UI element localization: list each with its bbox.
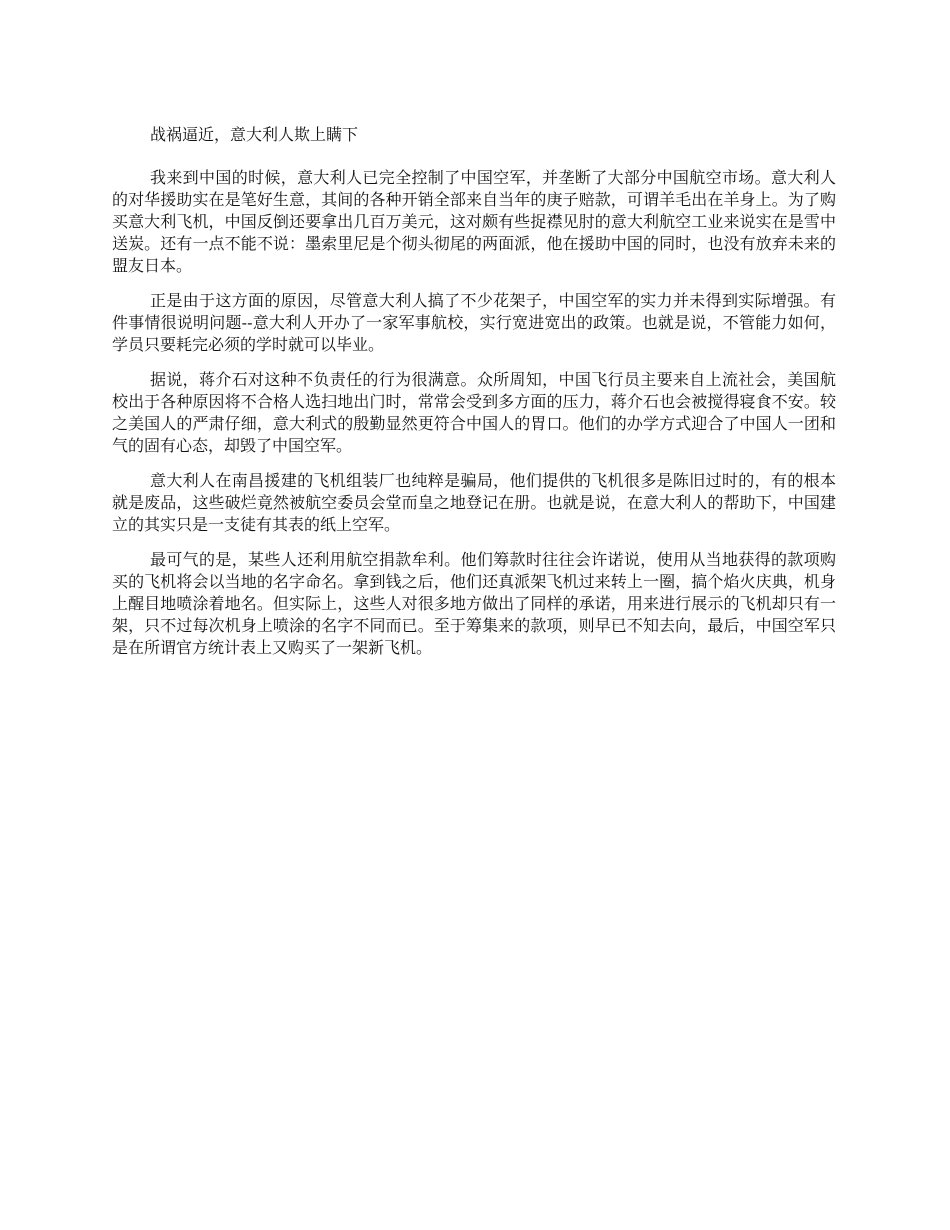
paragraph-3: 据说，蒋介石对这种不负责任的行为很满意。众所周知，中国飞行员主要来自上流社会，美国航校出于各种原因将不合格人选扫地出门时，常常会受到多方面的压力，蒋介石也会被搅得寝食不安。较之美国人的严肃仔细，意大利式的殷勤显然更符合中国人的胃口。他们的办学方式迎合了中国人一团和气的固有心态，却毁了中国空军。 <box>112 370 836 455</box>
paragraph-2: 正是由于这方面的原因，尽管意大利人搞了不少花架子，中国空军的实力并未得到实际增强。有件事情很说明问题--意大利人开办了一家军事航校，实行宽进宽出的政策。也就是说，不管能力如何，学员只要耗完必须的学时就可以毕业。 <box>112 291 836 354</box>
document-page <box>112 124 836 672</box>
paragraph-4: 意大利人在南昌援建的飞机组装厂也纯粹是骗局，他们提供的飞机很多是陈旧过时的，有的根本就是废品，这些破烂竟然被航空委员会堂而皇之地登记在册。也就是说，在意大利人的帮助下，中国建立的其实只是一支徒有其表的纸上空军。 <box>112 471 836 534</box>
document-title: 战祸逼近，意大利人欺上瞒下 <box>150 125 359 144</box>
paragraph-1: 我来到中国的时候，意大利人已完全控制了中国空军，并垄断了大部分中国航空市场。意大利人的对华援助实在是笔好生意，其间的各种开销全部来自当年的庚子赔款，可谓羊毛出在羊身上。为了购买意大利飞机，中国反倒还要拿出几百万美元，这对颇有些捉襟见肘的意大利航空工业来说实在是雪中送炭。还有一点不能不说：墨索里尼是个彻头彻尾的两面派，他在援助中国的同时，也没有放弃未来的盟友日本。 <box>112 168 836 275</box>
paragraph-5: 最可气的是，某些人还利用航空捐款牟利。他们筹款时往往会许诺说，使用从当地获得的款项购买的飞机将会以当地的名字命名。拿到钱之后，他们还真派架飞机过来转上一圈，搞个焰火庆典，机身上醒目地喷涂着地名。但实际上，这些人对很多地方做出了同样的承诺，用来进行展示的飞机却只有一架，只不过每次机身上喷涂的名字不同而已。至于筹集来的款项，则早已不知去向，最后，中国空军只是在所谓官方统计表上又购买了一架新飞机。 <box>112 550 836 657</box>
